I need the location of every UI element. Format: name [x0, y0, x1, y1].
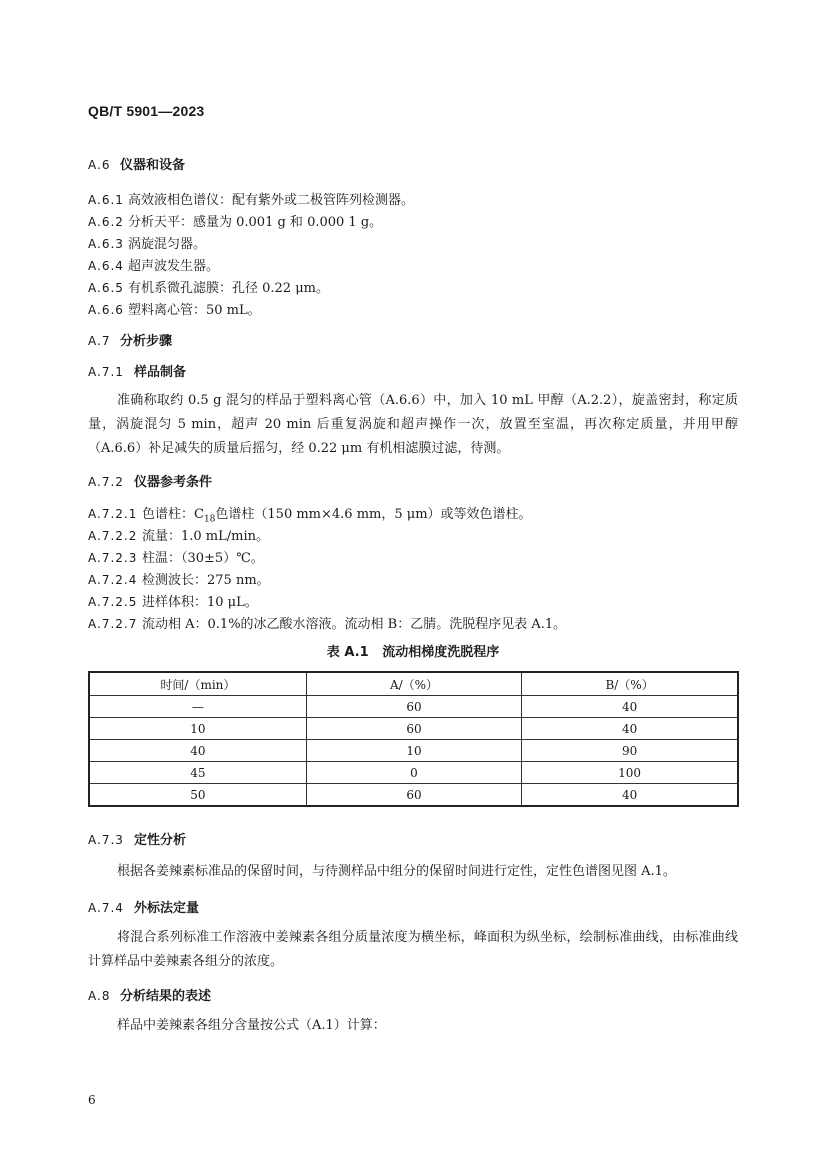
table-caption-title: 流动相梯度洗脱程序	[382, 645, 500, 660]
item-a6-2: A.6.2 分析天平：感量为 0.001 g 和 0.000 1 g。	[88, 215, 383, 230]
table-cell: 60	[306, 718, 521, 740]
table-cell: 100	[522, 762, 738, 784]
section-a7-2-heading: A.7.2 仪器参考条件	[88, 475, 213, 490]
column-header-time: 时间/（min）	[89, 672, 306, 696]
column-header-b: B/（%）	[522, 672, 738, 696]
page-number: 6	[88, 1093, 96, 1107]
table-row	[89, 784, 738, 807]
item-a6-5: A.6.5 有机系微孔滤膜：孔径 0.22 μm。	[88, 281, 329, 296]
section-number: A.8	[88, 989, 111, 1003]
item-a7-2-3: A.7.2.3 柱温：（30±5）℃。	[88, 551, 264, 566]
item-a6-6: A.6.6 塑料离心管：50 mL。	[88, 303, 261, 318]
paragraph-qualitative-analysis: 根据各姜辣素标准品的保留时间，与待测样品中组分的保留时间进行定性，定性色谱图见图 A.1。	[117, 864, 676, 879]
table-row	[89, 718, 738, 740]
section-a6-heading	[88, 154, 185, 173]
table-cell: 60	[306, 784, 521, 807]
item-a6-1: A.6.1 高效液相色谱仪：配有紫外或二极管阵列检测器。	[88, 193, 415, 208]
item-a7-2-5: A.7.2.5 进样体积：10 μL。	[88, 595, 258, 610]
item-a6-3: A.6.3 涡旋混匀器。	[88, 237, 207, 252]
gradient-elution-table	[88, 671, 739, 807]
table-caption-number: 表 A.1	[326, 645, 369, 660]
table-cell: —	[89, 696, 306, 718]
section-a8-heading	[88, 985, 211, 1004]
table-caption	[88, 641, 738, 660]
section-a7-3-heading: A.7.3 定性分析	[88, 833, 187, 848]
table-cell: 40	[522, 784, 738, 807]
item-a6-4: A.6.4 超声波发生器。	[88, 259, 220, 274]
table-cell: 45	[89, 762, 306, 784]
paragraph-result-expression: 样品中姜辣素各组分含量按公式（A.1）计算：	[117, 1018, 386, 1033]
table-row	[89, 740, 738, 762]
table-header-row	[89, 672, 738, 696]
table-row	[89, 696, 738, 718]
paragraph-external-standard: 将混合系列标准工作溶液中姜辣素各组分质量浓度为横坐标，峰面积为纵坐标，绘制标准曲线，由标准曲线计算样品中姜辣素各组分的浓度。	[88, 930, 738, 969]
item-a7-2-4: A.7.2.4 检测波长：275 nm。	[88, 573, 270, 588]
table-cell: 50	[89, 784, 306, 807]
section-a7-1-heading: A.7.1 样品制备	[88, 365, 187, 380]
item-a7-2-7: A.7.2.7 流动相 A：0.1%的冰乙酸水溶液。流动相 B：乙腈。洗脱程序见表 A.1。	[88, 617, 567, 632]
table-cell: 0	[306, 762, 521, 784]
section-a7-4-heading: A.7.4 外标法定量	[88, 901, 200, 916]
table-cell: 40	[522, 718, 738, 740]
table-row	[89, 762, 738, 784]
section-title: 仪器和设备	[120, 158, 186, 173]
section-title: 分析结果的表述	[120, 989, 212, 1004]
column-header-a: A/（%）	[306, 672, 521, 696]
section-title: 分析步骤	[120, 334, 173, 349]
standard-code-header: QB/T 5901—2023	[88, 103, 205, 119]
table-cell: 60	[306, 696, 521, 718]
table-cell: 10	[306, 740, 521, 762]
table-cell: 40	[522, 696, 738, 718]
table-cell: 90	[522, 740, 738, 762]
section-number: A.6	[88, 158, 111, 172]
item-a7-2-1: A.7.2.1 色谱柱：$C_{18}$色谱柱（150 mm×4.6 mm，5 μm）或等效色谱柱。	[88, 507, 532, 525]
section-number: A.7	[88, 334, 111, 348]
paragraph-sample-preparation: 准确称取约 0.5 g 混匀的样品于塑料离心管（A.6.6）中，加入 10 mL 甲醇（A.2.2），旋盖密封，称定质量，涡旋混匀 5 min，超声 20 min 后重复涡旋和超声操作一次，放置至室温，再次称定质量，并用甲醇（A.6.6）补足减失的质量后摇匀，经 0.22 μm 有机相滤膜过滤，待测。	[88, 393, 738, 456]
item-a7-2-2: A.7.2.2 流量：1.0 mL/min。	[88, 529, 270, 544]
table-cell: 40	[89, 740, 306, 762]
table-cell: 10	[89, 718, 306, 740]
section-a7-heading	[88, 330, 172, 349]
